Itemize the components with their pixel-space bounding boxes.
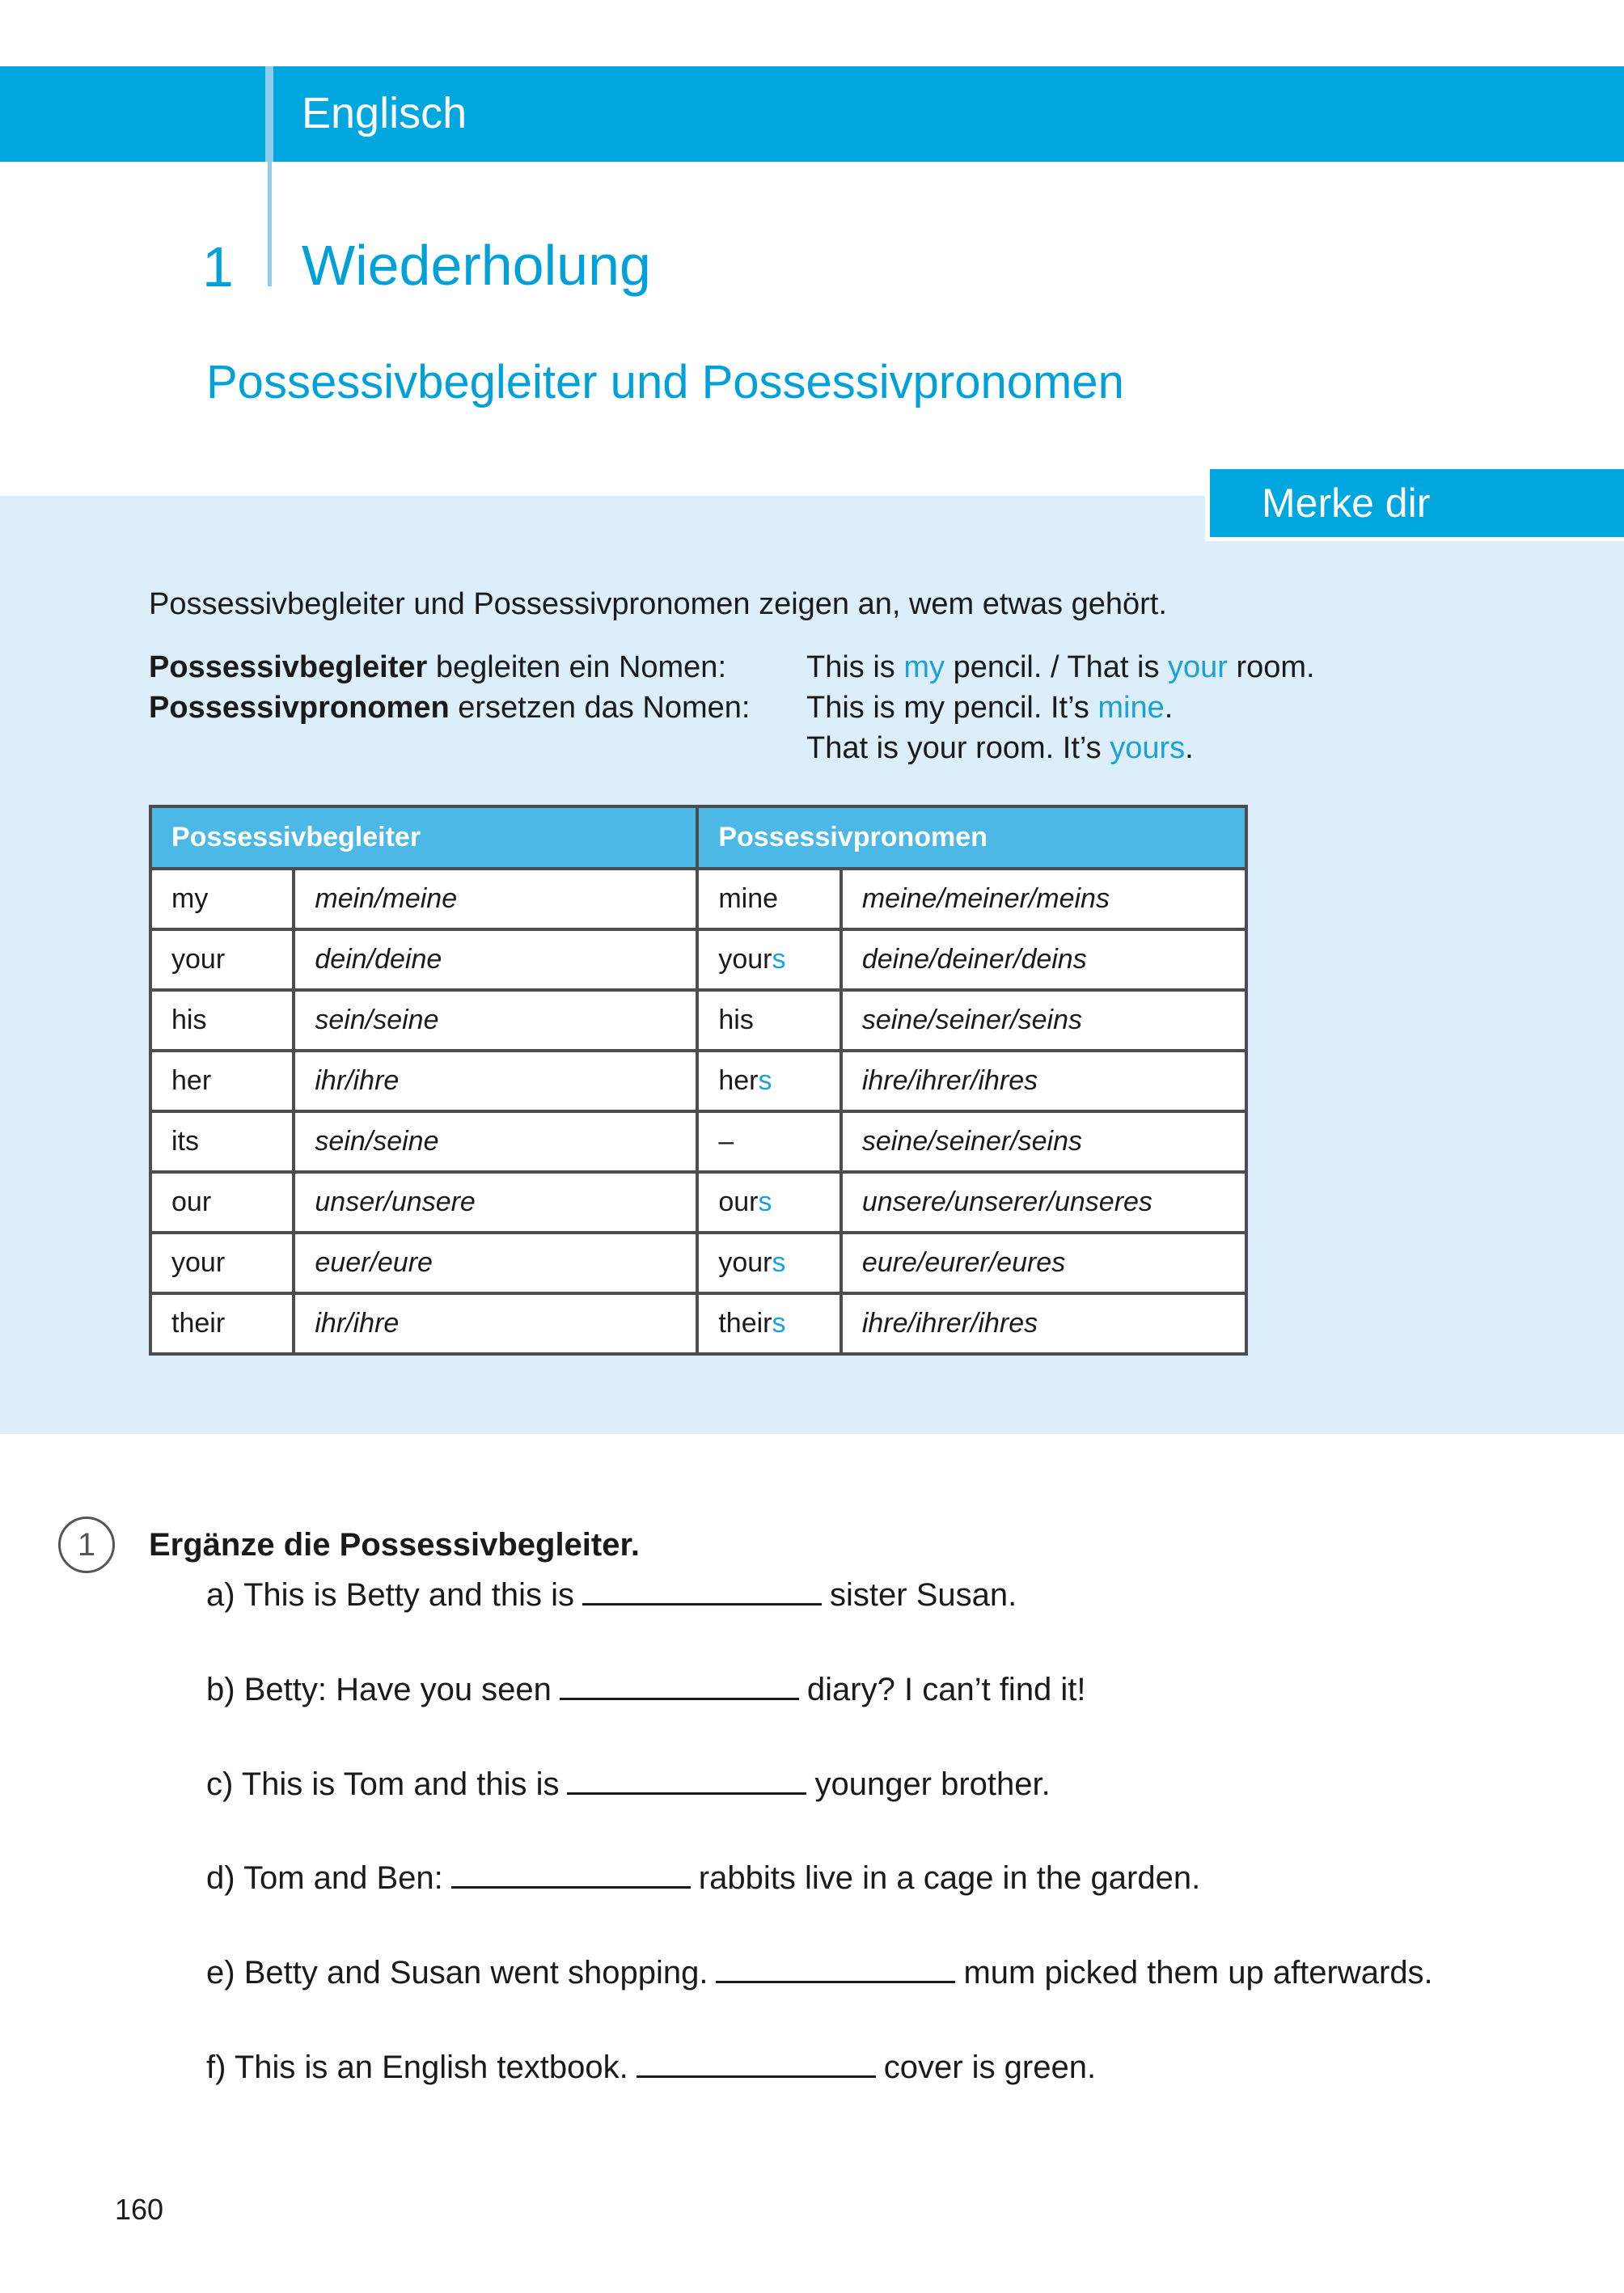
german-begleiter: sein/seine (294, 990, 697, 1051)
german-begleiter: euer/eure (294, 1233, 697, 1293)
table-row (150, 1233, 1246, 1293)
answer-blank[interactable] (451, 1859, 691, 1889)
pronoun-base: his (718, 1005, 754, 1035)
german-pronomen: unsere/unserer/unseres (841, 1172, 1246, 1233)
example-text: pencil. / That is (945, 650, 1168, 684)
german-pronomen: ihre/ihrer/ihres (841, 1293, 1246, 1354)
example-highlight: your (1168, 650, 1228, 684)
english-pronomen (697, 1111, 840, 1172)
chapter-title: Wiederholung (302, 234, 651, 297)
divider-line (268, 162, 272, 286)
example-text: That is your room. It’s (806, 731, 1110, 765)
pronoun-suffix: s (772, 1308, 786, 1339)
merke-dir-label (1210, 469, 1624, 537)
item-text-after: rabbits live in a cage in the garden. (698, 1860, 1201, 1896)
rule-text: ersetzen das Nomen: (449, 691, 751, 725)
german-begleiter: ihr/ihre (294, 1051, 697, 1111)
item-label: c) (206, 1766, 234, 1802)
chapter-number: 1 (202, 235, 234, 298)
item-text-before: This is Tom and this is (241, 1766, 560, 1802)
subject-label: Englisch (302, 89, 467, 137)
german-begleiter: dein/deine (294, 929, 697, 990)
example-highlight: my (903, 650, 945, 684)
table-row (150, 1293, 1246, 1354)
section-title: Possessivbegleiter und Possessivpronomen (206, 356, 1124, 408)
english-begleiter: our (150, 1172, 294, 1233)
pronoun-suffix: s (772, 944, 786, 975)
item-text-after: mum picked them up afterwards. (963, 1955, 1433, 1991)
item-text-before: Betty: Have you seen (243, 1672, 552, 1707)
rule-term: Possessivpronomen (149, 691, 450, 725)
exercise-item (206, 1952, 1433, 1993)
subject-header-bar (0, 66, 1624, 162)
english-begleiter: her (150, 1051, 294, 1111)
pronoun-base: her (718, 1065, 759, 1096)
table-header-row (150, 806, 1246, 869)
table-row (150, 1051, 1246, 1111)
german-begleiter: ihr/ihre (294, 1293, 697, 1354)
example-text: room. (1227, 650, 1315, 684)
item-text-before: Betty and Susan went shopping. (243, 1955, 708, 1991)
item-label: b) (206, 1672, 235, 1707)
pronoun-base: our (718, 1187, 759, 1217)
example-text: This is (806, 650, 904, 684)
english-pronomen (697, 990, 840, 1051)
german-pronomen: meine/meiner/meins (841, 869, 1246, 929)
pronoun-base: your (718, 944, 772, 975)
english-pronomen (697, 929, 840, 990)
item-label: f) (206, 2050, 226, 2085)
exercise-item (206, 2047, 1096, 2088)
item-text-after: younger brother. (814, 1766, 1051, 1802)
exercise-item (206, 1764, 1051, 1804)
english-pronomen (697, 1293, 840, 1354)
divider-line (265, 66, 273, 162)
german-pronomen: seine/seiner/seins (841, 990, 1246, 1051)
german-begleiter: unser/unsere (294, 1172, 697, 1233)
pronoun-base: your (718, 1247, 772, 1278)
item-text-after: sister Susan. (830, 1577, 1017, 1613)
english-begleiter: his (150, 990, 294, 1051)
table-row (150, 990, 1246, 1051)
merke-dir-text: Merke dir (1262, 480, 1431, 526)
item-text-before: This is an English textbook. (234, 2050, 628, 2085)
english-begleiter: its (150, 1111, 294, 1172)
answer-blank[interactable] (560, 1670, 799, 1700)
example-line (806, 647, 1315, 687)
german-begleiter: mein/meine (294, 869, 697, 929)
item-label: a) (206, 1577, 235, 1613)
pronoun-suffix: s (772, 1247, 786, 1278)
english-pronomen (697, 1172, 840, 1233)
english-pronomen (697, 1233, 840, 1293)
rule-examples (806, 647, 1315, 768)
exercise-instruction: Ergänze die Possessivbegleiter. (149, 1527, 640, 1563)
pronoun-suffix: s (758, 1065, 772, 1096)
english-begleiter: my (150, 869, 294, 929)
answer-blank[interactable] (567, 1765, 806, 1795)
pronoun-base: mine (718, 883, 779, 914)
pronoun-suffix: s (758, 1187, 772, 1217)
english-begleiter: your (150, 929, 294, 990)
english-begleiter: your (150, 1233, 294, 1293)
german-begleiter: sein/seine (294, 1111, 697, 1172)
table-row (150, 869, 1246, 929)
table-row (150, 1111, 1246, 1172)
example-text: This is my pencil. It’s (806, 691, 1098, 725)
header-pronomen: Possessivpronomen (697, 806, 1246, 869)
pronoun-base: – (718, 1126, 734, 1157)
pronoun-base: their (718, 1308, 772, 1339)
possessive-table (149, 805, 1248, 1356)
answer-blank[interactable] (582, 1576, 822, 1606)
rule-begleiter (149, 647, 750, 687)
rule-term: Possessivbegleiter (149, 650, 428, 684)
example-highlight: mine (1097, 691, 1165, 725)
item-text-after: cover is green. (883, 2050, 1097, 2085)
rule-definitions (149, 647, 750, 728)
german-pronomen: eure/eurer/eures (841, 1233, 1246, 1293)
header-begleiter: Possessivbegleiter (150, 806, 697, 869)
table-row (150, 929, 1246, 990)
english-pronomen (697, 869, 840, 929)
table-row (150, 1172, 1246, 1233)
example-line (806, 728, 1315, 768)
exercise-item (206, 1575, 1017, 1615)
german-pronomen: ihre/ihrer/ihres (841, 1051, 1246, 1111)
example-text: . (1164, 691, 1174, 725)
english-begleiter: their (150, 1293, 294, 1354)
german-pronomen: deine/deiner/deins (841, 929, 1246, 990)
item-text-before: Tom and Ben: (243, 1860, 443, 1896)
german-pronomen: seine/seiner/seins (841, 1111, 1246, 1172)
item-text-before: This is Betty and this is (243, 1577, 575, 1613)
page-number: 160 (115, 2193, 164, 2226)
item-label: e) (206, 1955, 235, 1991)
example-highlight: yours (1110, 731, 1186, 765)
exercise-number-badge: 1 (58, 1517, 115, 1573)
example-text: . (1185, 731, 1194, 765)
exercise-item (206, 1669, 1086, 1710)
example-line (806, 687, 1315, 728)
english-pronomen (697, 1051, 840, 1111)
answer-blank[interactable] (716, 1953, 955, 1983)
item-label: d) (206, 1860, 235, 1896)
intro-text: Possessivbegleiter und Possessivpronomen zeigen an, wem etwas gehört. (149, 587, 1167, 621)
rule-text: begleiten ein Nomen: (427, 650, 726, 684)
rule-pronomen (149, 687, 750, 728)
answer-blank[interactable] (636, 2048, 876, 2078)
exercise-item (206, 1858, 1200, 1898)
item-text-after: diary? I can’t find it! (806, 1672, 1086, 1707)
